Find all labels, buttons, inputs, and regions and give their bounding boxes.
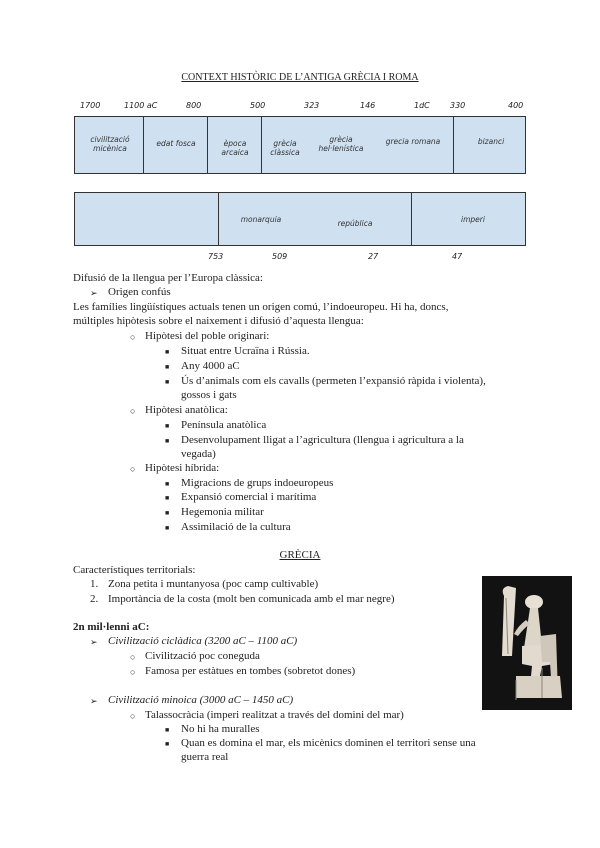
hypothesis-title: Hipòtesi anatòlica:: [145, 404, 228, 416]
list-number: 1.: [90, 578, 99, 590]
circle-bullet-icon: ○: [130, 652, 136, 662]
numbered-item: Zona petita i muntanyosa (poc camp cultivable): [108, 578, 319, 590]
list-item: Migracions de grups indoeuropeus: [181, 477, 334, 489]
square-bullet-icon: ■: [165, 422, 170, 430]
period-label: edat fosca: [156, 139, 196, 148]
section-heading-greece: GRÈCIA: [279, 549, 321, 561]
list-item: Expansió comercial i marítima: [181, 491, 317, 503]
numbered-item: Importància de la costa (molt ben comunicada amb el mar negre): [108, 593, 395, 605]
timeline2-year: 27: [368, 252, 379, 261]
circle-bullet-icon: ○: [130, 711, 136, 721]
bullet-text: Origen confús: [108, 286, 171, 298]
timeline2-year: 753: [208, 252, 224, 261]
list-item: Quan es domina el mar, els micènics dominen el territori sense una: [181, 737, 476, 749]
circle-bullet-icon: ○: [130, 667, 136, 677]
list-item: Situat entre Ucraïna i Rússia.: [181, 345, 310, 357]
square-bullet-icon: ■: [165, 437, 170, 445]
arrow-bullet-icon: ➢: [90, 637, 98, 647]
section-heading: Difusió de la llengua per l’Europa clàssica:: [73, 272, 263, 284]
timeline1-bar: [74, 116, 526, 174]
square-bullet-icon: ■: [165, 480, 170, 488]
timeline2-divider: [411, 193, 412, 245]
hypothesis-title: Hipòtesi del poble originari:: [145, 330, 270, 342]
period-label: grècia clàssica: [270, 139, 300, 157]
cycladic-statue-image: [482, 576, 572, 710]
list-item: Civilització poc coneguda: [145, 650, 260, 662]
timeline1-divider: [207, 117, 208, 173]
paragraph-line: Les famílies lingüístiques actuals tenen un origen comú, l’indoeuropeu. Hi ha, doncs,: [73, 301, 449, 313]
millennium-heading: 2n mil·lenni aC:: [73, 621, 150, 633]
square-bullet-icon: ■: [165, 509, 170, 517]
civilization-title: Civilització minoica (3000 aC – 1450 aC): [108, 694, 294, 706]
circle-bullet-icon: ○: [130, 332, 136, 342]
circle-bullet-icon: ○: [130, 406, 136, 416]
square-bullet-icon: ■: [165, 378, 170, 386]
timeline1-year: 800: [186, 101, 202, 110]
timeline1-year: 330: [450, 101, 466, 110]
timeline2-year: 47: [452, 252, 463, 261]
paragraph-line: múltiples hipòtesis sobre el naixement i difusió d’aquesta llengua:: [73, 315, 364, 327]
timeline1-year: 1100 aC: [124, 101, 158, 110]
timeline1-year: 1dC: [414, 101, 430, 110]
timeline1-year: 146: [360, 101, 376, 110]
list-item: Ús d’animals com els cavalls (permeten l’expansió ràpida i violenta),: [181, 375, 486, 387]
period-label: bizanci: [477, 137, 505, 146]
timeline1-year: 1700: [80, 101, 101, 110]
list-item: Talassocràcia (imperi realitzat a través del domini del mar): [145, 709, 404, 721]
square-bullet-icon: ■: [165, 494, 170, 502]
list-item: Hegemonia militar: [181, 506, 264, 518]
period-label: civilització micènica: [90, 135, 130, 153]
arrow-bullet-icon: ➢: [90, 696, 98, 706]
square-bullet-icon: ■: [165, 363, 170, 371]
timeline1-divider: [453, 117, 454, 173]
timeline1-divider: [143, 117, 144, 173]
list-item: Famosa per estàtues en tombes (sobretot dones): [145, 665, 356, 677]
period-label: república: [337, 219, 373, 228]
period-label: imperi: [461, 215, 485, 224]
arrow-bullet-icon: ➢: [90, 288, 98, 298]
period-label: grecia romana: [385, 137, 441, 146]
timeline1-year: 500: [250, 101, 266, 110]
timeline1-divider: [261, 117, 262, 173]
page-title: CONTEXT HISTÒRIC DE L’ANTIGA GRÈCIA I ROMA: [181, 72, 419, 83]
list-item: Assimilació de la cultura: [181, 521, 291, 533]
square-bullet-icon: ■: [165, 348, 170, 356]
subheading: Característiques territorials:: [73, 564, 196, 576]
period-label: època arcaica: [221, 139, 249, 157]
circle-bullet-icon: ○: [130, 464, 136, 474]
list-item-continued: vegada): [181, 448, 216, 460]
list-item: No hi ha muralles: [181, 723, 260, 735]
period-label: grècia hel·lenística: [318, 135, 364, 153]
harpist-figure-icon: [482, 576, 572, 710]
timeline1-year: 400: [508, 101, 524, 110]
timeline2-year: 509: [272, 252, 288, 261]
list-item: Península anatòlica: [181, 419, 267, 431]
list-item-continued: guerra real: [181, 751, 229, 763]
list-item-continued: gossos i gats: [181, 389, 237, 401]
timeline1-year: 323: [304, 101, 320, 110]
list-item: Desenvolupament lligat a l’agricultura (llengua i agricultura a la: [181, 434, 464, 446]
timeline2-divider: [218, 193, 219, 245]
list-number: 2.: [90, 593, 99, 605]
square-bullet-icon: ■: [165, 740, 170, 748]
hypothesis-title: Hipòtesi híbrida:: [145, 462, 220, 474]
list-item: Any 4000 aC: [181, 360, 240, 372]
period-label: monarquia: [240, 215, 282, 224]
square-bullet-icon: ■: [165, 726, 170, 734]
square-bullet-icon: ■: [165, 524, 170, 532]
timeline2-bar: [74, 192, 526, 246]
civilization-title: Civilització ciclàdica (3200 aC – 1100 aC): [108, 635, 298, 647]
